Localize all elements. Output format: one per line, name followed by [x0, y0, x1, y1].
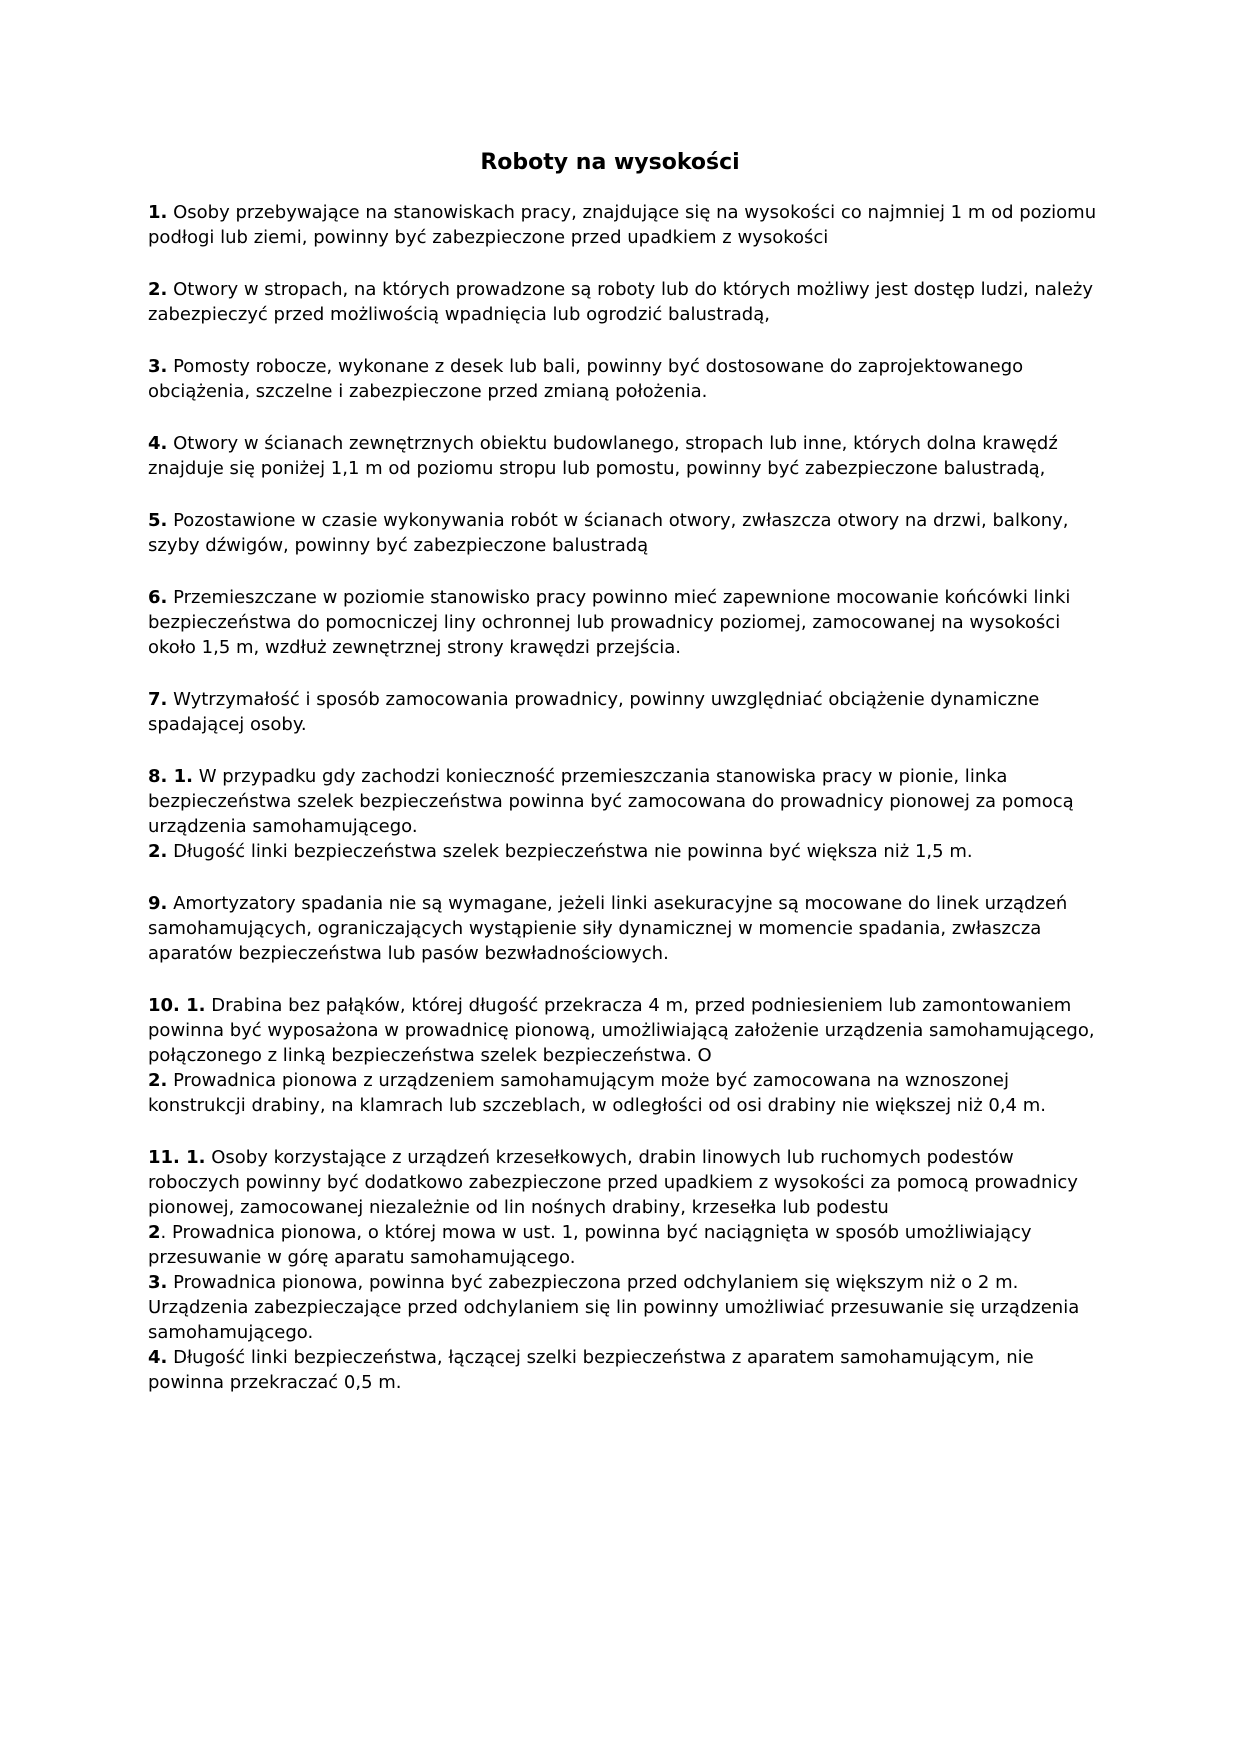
section-number: 10. 1. — [148, 995, 206, 1016]
section-paragraph — [148, 891, 1098, 966]
section-paragraph — [148, 508, 1098, 558]
section-text: Długość linki bezpieczeństwa szelek bezpieczeństwa nie powinna być większa niż 1,5 m. — [167, 841, 973, 862]
section-text: Drabina bez pałąków, której długość przekracza 4 m, przed podniesieniem lub zamontowaniem powinna być wyposażona w prowadnicę pionową, umożliwiającą założenie urządzenia samohamującego, połączonego z linką bezpieczeństwa szelek bezpieczeństwa. O — [148, 995, 1095, 1066]
document-page — [148, 148, 1098, 1422]
section-text: Otwory w ścianach zewnętrznych obiektu budowlanego, stropach lub inne, których dolna krawędź znajduje się poniżej 1,1 m od poziomu stropu lub pomostu, powinny być zabezpieczone balustradą, — [148, 433, 1058, 479]
section-text: Amortyzatory spadania nie są wymagane, jeżeli linki asekuracyjne są mocowane do linek urządzeń samohamujących, ograniczających wystąpienie siły dynamicznej w momencie spadania, zwłaszcza aparatów bezpieczeństwa lub pasów bezwładnościowych. — [148, 893, 1068, 964]
section-number: 5. — [148, 510, 168, 531]
section-paragraph — [148, 585, 1098, 660]
section-number: 11. 1. — [148, 1147, 206, 1168]
section-paragraph — [148, 1345, 1098, 1395]
section-paragraph — [148, 354, 1098, 404]
section-number: 9. — [148, 893, 168, 914]
section-11 — [148, 1145, 1098, 1395]
section-number: 2 — [148, 1222, 161, 1243]
section-text: Długość linki bezpieczeństwa, łączącej szelki bezpieczeństwa z aparatem samohamującym, nie powinna przekraczać 0,5 m. — [148, 1347, 1034, 1393]
section-paragraph — [148, 839, 1098, 864]
section-8 — [148, 764, 1098, 864]
section-6 — [148, 585, 1098, 660]
section-paragraph — [148, 1145, 1098, 1220]
section-paragraph — [148, 993, 1098, 1068]
section-text: Wytrzymałość i sposób zamocowania prowadnicy, powinny uwzględniać obciążenie dynamiczne spadającej osoby. — [148, 689, 1040, 735]
section-text: W przypadku gdy zachodzi konieczność przemieszczania stanowiska pracy w pionie, linka bezpieczeństwa szelek bezpieczeństwa powinna być zamocowana do prowadnicy pionowej za pomocą urządzenia samohamującego. — [148, 766, 1074, 837]
document-title: Roboty na wysokości — [480, 150, 740, 175]
section-text: Otwory w stropach, na których prowadzone są roboty lub do których możliwy jest dostęp ludzi, należy zabezpieczyć przed możliwością wpadnięcia lub ogrodzić balustradą, — [148, 279, 1094, 325]
section-text: Przemieszczane w poziomie stanowisko pracy powinno mieć zapewnione mocowanie końcówki linki bezpieczeństwa do pomocniczej liny ochronnej lub prowadnicy poziomej, zamocowanej na wysokości około 1,5 m, wzdłuż zewnętrznej strony krawędzi przejścia. — [148, 587, 1071, 658]
section-number: 7. — [148, 689, 168, 710]
section-paragraph — [148, 764, 1098, 839]
section-paragraph — [148, 200, 1098, 250]
section-number: 3. — [148, 356, 168, 377]
section-number: 8. 1. — [148, 766, 193, 787]
section-2 — [148, 277, 1098, 327]
section-5 — [148, 508, 1098, 558]
section-1 — [148, 200, 1098, 250]
section-text: Pozostawione w czasie wykonywania robót w ścianach otwory, zwłaszcza otwory na drzwi, balkony, szyby dźwigów, powinny być zabezpieczone balustradą — [148, 510, 1069, 556]
section-10 — [148, 993, 1098, 1118]
section-paragraph — [148, 1270, 1098, 1345]
section-paragraph — [148, 1220, 1098, 1270]
section-paragraph — [148, 431, 1098, 481]
section-text: Pomosty robocze, wykonane z desek lub bali, powinny być dostosowane do zaprojektowanego obciążenia, szczelne i zabezpieczone przed zmianą położenia. — [148, 356, 1024, 402]
section-number: 2. — [148, 1070, 168, 1091]
section-paragraph — [148, 687, 1098, 737]
section-4 — [148, 431, 1098, 481]
section-9 — [148, 891, 1098, 966]
section-text: Prowadnica pionowa z urządzeniem samohamującym może być zamocowana na wznoszonej konstrukcji drabiny, na klamrach lub szczeblach, w odległości od osi drabiny nie większej niż 0,4 m. — [148, 1070, 1046, 1116]
section-number: 1. — [148, 202, 168, 223]
section-number: 3. — [148, 1272, 168, 1293]
section-3 — [148, 354, 1098, 404]
document-body — [148, 200, 1098, 1395]
section-number: 6. — [148, 587, 168, 608]
section-text: Osoby korzystające z urządzeń krzesełkowych, drabin linowych lub ruchomych podestów roboczych powinny być dodatkowo zabezpieczone przed upadkiem z wysokości za pomocą prowadnicy pionowej, zamocowanej niezależnie od lin nośnych drabiny, krzesełka lub podestu — [148, 1147, 1078, 1218]
section-number: 4. — [148, 433, 168, 454]
section-text: . Prowadnica pionowa, o której mowa w ust. 1, powinna być naciągnięta w sposób umożliwiający przesuwanie w górę aparatu samohamującego. — [148, 1222, 1032, 1268]
section-paragraph — [148, 277, 1098, 327]
section-number: 2. — [148, 279, 168, 300]
section-paragraph — [148, 1068, 1098, 1118]
section-7 — [148, 687, 1098, 737]
section-text: Prowadnica pionowa, powinna być zabezpieczona przed odchylaniem się większym niż o 2 m. Urządzenia zabezpieczające przed odchylaniem się lin powinny umożliwiać przesuwanie się urządzenia samohamującego. — [148, 1272, 1080, 1343]
section-number: 4. — [148, 1347, 168, 1368]
section-text: Osoby przebywające na stanowiskach pracy, znajdujące się na wysokości co najmniej 1 m od poziomu podłogi lub ziemi, powinny być zabezpieczone przed upadkiem z wysokości — [148, 202, 1097, 248]
section-number: 2. — [148, 841, 168, 862]
